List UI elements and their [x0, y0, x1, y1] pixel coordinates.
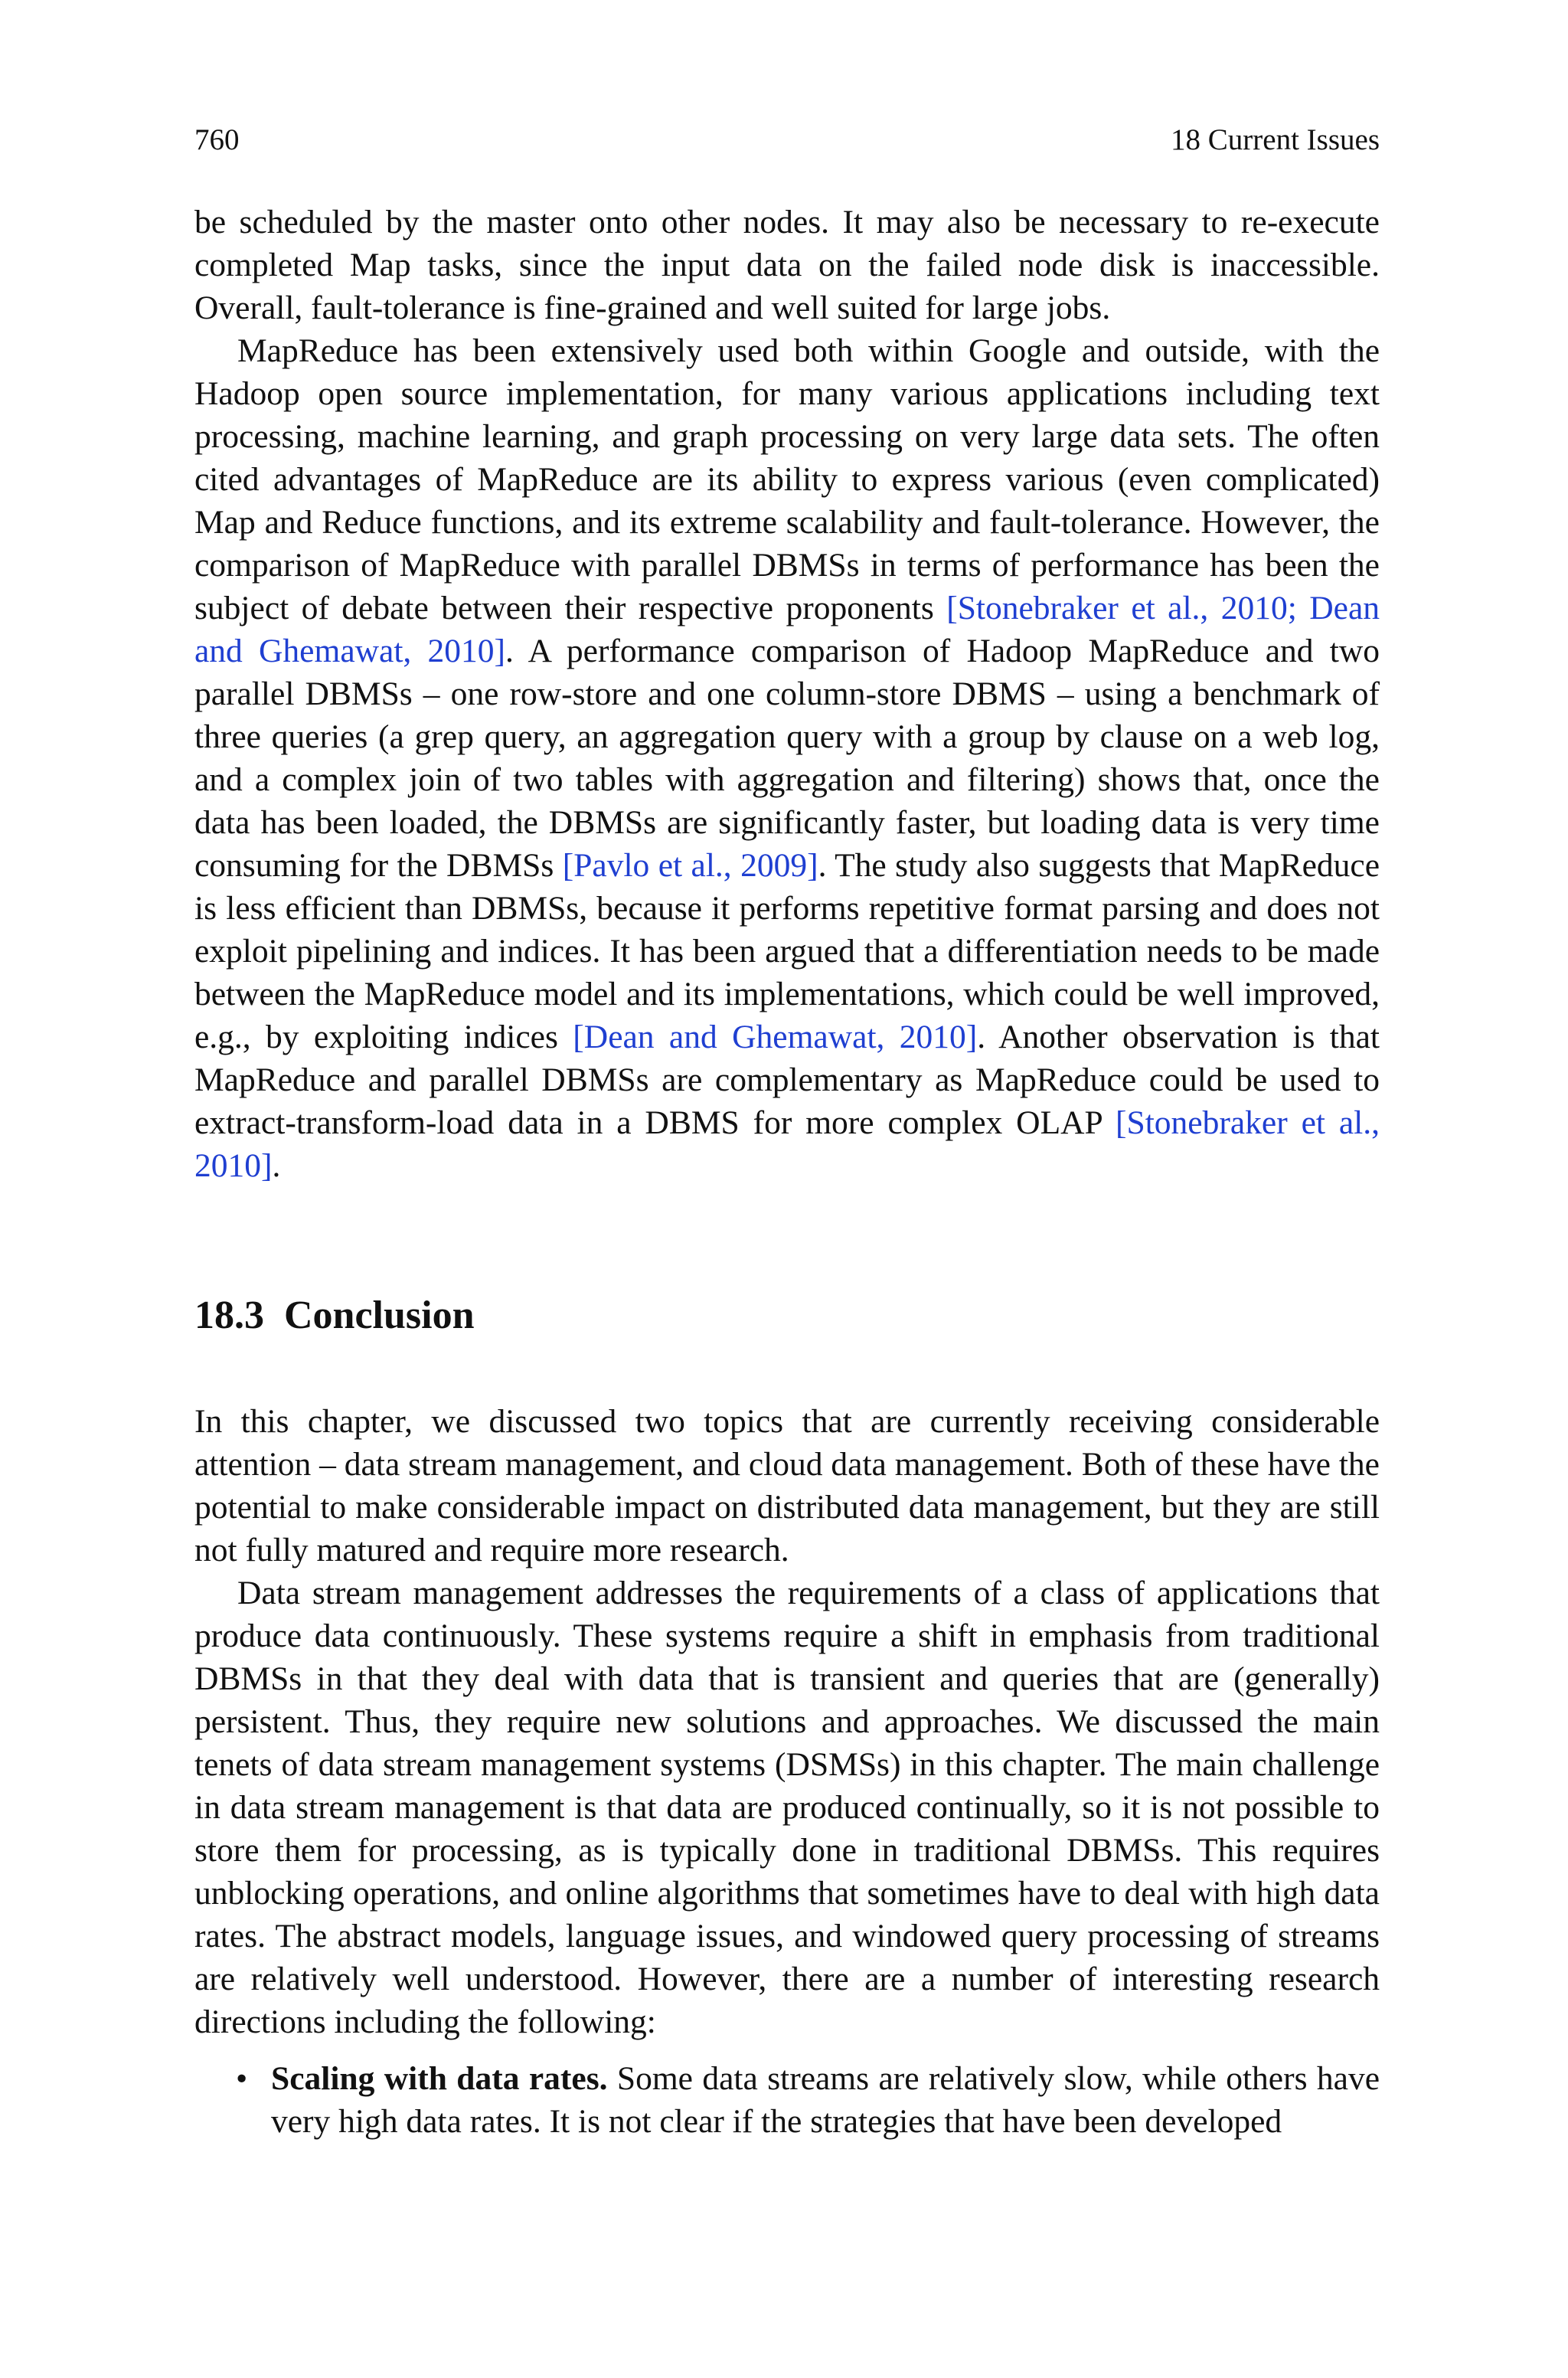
paragraph — [194, 1572, 1380, 2043]
paragraph-text: . Another observation is that MapReduce and parallel DBMSs are complementary as MapReduce could be used to extract-transform-load data in a DBMS for more complex OLAP — [194, 1019, 1380, 1141]
paragraph-text: . The study also suggests that MapReduce is less efficient than DBMSs, because it performs repetitive format parsing and does not exploit pipelining and indices. It has been argued that a differentiation needs to be made between the MapReduce model and its implementations, which could be well improved, e.g., by exploiting indices — [194, 847, 1380, 1055]
citation-link[interactable]: [Stonebraker et al., 2010; Dean and Ghemawat, 2010] — [194, 590, 1380, 669]
paragraph — [194, 201, 1380, 329]
citation-link[interactable]: [Dean and Ghemawat, 2010] — [573, 1019, 978, 1055]
paragraph-text: . — [272, 1147, 281, 1184]
paragraph — [194, 1400, 1380, 1572]
citation-link[interactable]: [Stonebraker et al., 2010] — [194, 1104, 1380, 1184]
research-directions-list — [194, 2057, 1380, 2143]
paragraph-text: Data stream management addresses the requirements of a class of applications that produce data continuously. These systems require a shift in emphasis from traditional DBMSs in that they deal with data that is transient and queries that are (generally) persistent. Thus, they require new solutions and approaches. We discussed the main tenets of data stream management systems (DSMSs) in this chapter. The main challenge in data stream management is that data are produced continually, so it is not possible to store them for processing, as is typically done in traditional DBMSs. This requires unblocking operations, and online algorithms that sometimes have to deal with high data rates. The abstract models, language issues, and windowed query processing of streams are relatively well understood. However, there are a number of interesting research directions including the following: — [194, 1575, 1380, 2040]
section-number: 18.3 — [194, 1294, 264, 1337]
list-item-title: Scaling with data rates. — [271, 2060, 608, 2097]
page-header — [194, 123, 1380, 161]
paragraph-mapreduce — [194, 329, 1380, 1187]
paragraph-text: In this chapter, we discussed two topics that are currently receiving considerable attention – data stream management, and cloud data management. Both of these have the potential to make considerable impact on distributed data management, but they are still not fully matured and require more research. — [194, 1403, 1380, 1568]
section-title: Conclusion — [284, 1294, 475, 1337]
body-text-conclusion — [194, 1400, 1380, 2143]
paragraph-text: be scheduled by the master onto other nodes. It may also be necessary to re-execute completed Map tasks, since the input data on the failed node disk is inaccessible. Overall, fault-tolerance is fine-grained and well suited for large jobs. — [194, 204, 1380, 326]
bullet-icon: • — [236, 2060, 248, 2097]
running-head: 18 Current Issues — [1171, 123, 1380, 156]
paragraph-text: MapReduce has been extensively used both within Google and outside, with the Hadoop open source implementation, for many various applications including text processing, machine learning, and graph processing on very large data sets. The often cited advantages of MapReduce are its ability to express various (even complicated) Map and Reduce functions, and its extreme scalability and fault-tolerance. However, the comparison of MapReduce with parallel DBMSs in terms of performance has been the subject of debate between their respective proponents — [194, 332, 1380, 626]
body-text-top — [194, 201, 1380, 1187]
list-item-text: Some data streams are relatively slow, while others have very high data rates. It is not clear if the strategies that have been developed — [271, 2060, 1380, 2140]
citation-link[interactable]: [Pavlo et al., 2009] — [562, 847, 818, 884]
list-item — [194, 2057, 1380, 2143]
paragraph-text: . A performance comparison of Hadoop MapReduce and two parallel DBMSs – one row-store and one column-store DBMS – using a benchmark of three queries (a grep query, an aggregation query with a group by clause on a web log, and a complex join of two tables with aggregation and filtering) shows that, once the data has been loaded, the DBMSs are significantly faster, but loading data is very time consuming for the DBMSs — [194, 633, 1380, 884]
section-heading — [194, 1293, 475, 1338]
page-number: 760 — [194, 123, 240, 156]
